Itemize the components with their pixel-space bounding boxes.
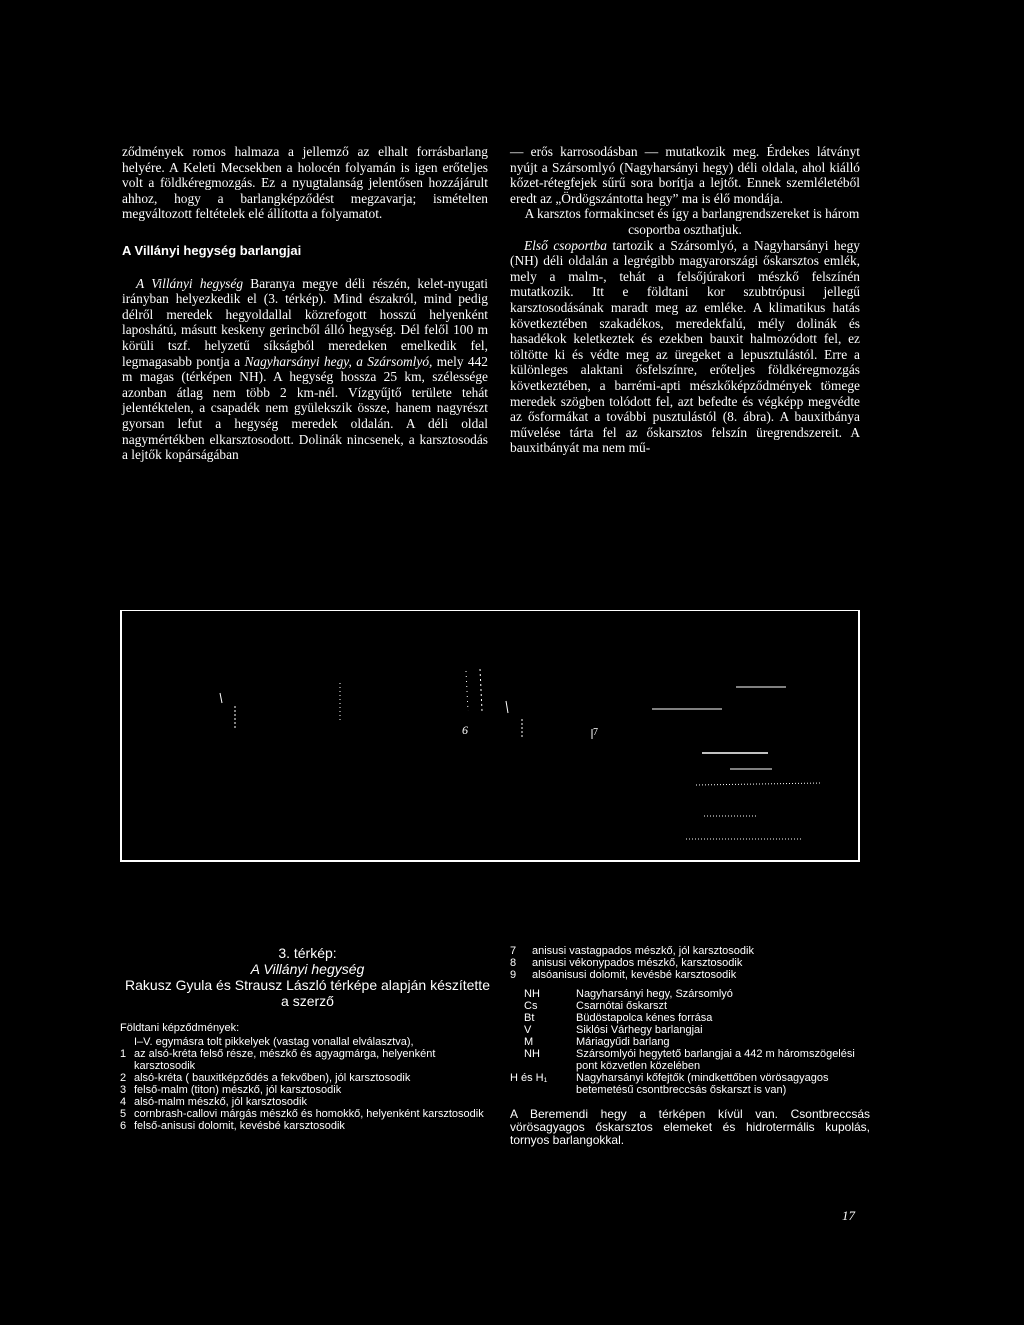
legend-key: 9	[510, 969, 517, 981]
abbreviation-item	[510, 988, 870, 1000]
legend-item	[120, 1096, 495, 1108]
text-run: tartozik a Szársomlyó, a Nagyharsányi hegy (NH) déli oldalán a legrégibb magyarországi őskarsztos emlék, mely a malm-, tehát a felsőjúrakori mészkő felszínén mutatkozik. Itt e földtani kor szubtrópusi jellegű karsztosodásának maradt meg az emléke. A klimatikus hatás következtében szakadékos, meredekfalú, mély dolinák és hasadékok keletkeztek és ezekben bauxit halmozódott fel, ez töltötte ki és védte meg az üregeket a lepusztulástól. Erre a különleges alaktani ősfelszínre, erőteljes földkéregmozgás következtében, a barrémi-apti mészkőképződmények tömege meredek szögben tolódott fel, azt befedte és végképp megvédte az ősformákat a további pusztulástól (8. ábra). A bauxitbánya művelése tárta fel az őskarsztos felszín üregrendszereit. A bauxitbányát ma nem mű-	[510, 237, 860, 456]
text-run: Baranya megye déli részén, kelet-nyugati irányban helyezkedik el (3. térkép). Mind északról, mind pedig délről meredek hegyoldallal közrefogott hosszú helyenként laposhátú, másutt keskeny gerincből álló hegység. Dél felől 100 m körüli tszf. helyzetű síkságból meredeken emelkedik fel, legmagasabb pontja a	[122, 275, 488, 369]
abbreviation-key: Bt	[524, 1012, 535, 1024]
map-drawing	[122, 611, 862, 863]
paragraph-formakincs: A karsztos formakincset és így a barlangrendszereket is három csoportba oszthatjuk.	[524, 206, 860, 237]
legend-key: 1	[120, 1048, 127, 1060]
legend-item	[120, 1108, 495, 1120]
legend-heading: Földtani képződmények:	[120, 1022, 240, 1034]
italic-term: Nagyharsányi hegy, a Szársomlyó,	[244, 353, 433, 369]
abbreviation-item	[510, 1024, 870, 1036]
map-mark	[506, 701, 508, 713]
abbreviation-value: Nagyharsányi hegy, Szársomlyó	[576, 988, 733, 1000]
legend-key: 3	[120, 1084, 127, 1096]
legend-key: 7	[510, 945, 517, 957]
legend-item	[120, 1036, 495, 1048]
page-number: 17	[842, 1208, 855, 1223]
legend-key	[120, 1036, 134, 1048]
legend-item	[120, 1072, 495, 1084]
map-label-6: 6	[462, 723, 468, 737]
legend-value: alsó-kréta ( bauxitképződés a fekvőben), jól karsztosodik	[134, 1072, 411, 1084]
legend-value: cornbrash-callovi márgás mészkő és homokkő, helyenként karsztosodik	[134, 1108, 484, 1120]
paragraph-karrosodas: — erős karrosodásban — mutatkozik meg. Érdekes látványt nyújt a Szársomlyó (Nagyharsányi hegy) déli oldala, ahol kiálló kőzet-rétegfejek sűrű sora borítja a lejtőt. Ennek szemléletéből eredt az „Ördögszántotta hegy” ma is élő mondája.	[510, 144, 860, 206]
abbreviation-key: M	[524, 1036, 534, 1048]
abbreviation-item	[510, 1036, 870, 1048]
map-caption	[120, 945, 495, 1132]
abbreviation-key: Cs	[524, 1000, 538, 1012]
left-text-column	[122, 144, 488, 463]
abbreviation-value: Csarnótai őskarszt	[576, 1000, 668, 1012]
legend-value: alsóanisusi dolomit, kevésbé karsztosodik	[532, 969, 737, 981]
legend-key: 2	[120, 1072, 127, 1084]
map-mark	[480, 669, 482, 711]
legend-value: felső-malm (titon) mészkő, jól karsztosodik	[134, 1084, 342, 1096]
paragraph-intro: ződmények romos halmaza a jellemző az elhalt forrásbarlang helyére. A Keleti Mecsekben a holocén folyamán is igen erőteljes volt a földkéregmozgás. Ez a nyugtalanság jelentősen hozzájárult ahhoz, hogy a barlangképződést megzavarja; ismételten megváltozott feltételek elé állította a folyamatot.	[122, 144, 488, 222]
paragraph-villanyi	[122, 276, 488, 463]
legend-note: A Beremendi hegy a térképen kívül van. Csontbreccsás vörösagyagos őskarsztos elemeket és hidrotermális kupolás, tornyos barlangokkal.	[510, 1107, 870, 1147]
paragraph-elso-csoport	[510, 238, 860, 456]
abbreviation-key: V	[524, 1024, 532, 1036]
legend-item	[510, 969, 870, 981]
text-run: mely 442 m magas (térképen NH). A hegység hossza 25 km, szélessége azonban átlag nem több 2 km-nél. Vízgyűjtő területe tehát jelentéktelen, a csapadék nem gyülekszik össze, hanem nagyrészt gyorsan lefut a hegység meredek oldalán. A déli oldal nagymértékben elkarsztosodott. Dolinák nincsenek, a karsztosodás a lejtők kopárságában	[122, 353, 489, 463]
legend-value: az alsó-kréta felső része, mészkő és agyagmárga, helyenként karsztosodik	[134, 1048, 436, 1072]
abbreviation-value: Büdöstapolca kénes forrása	[576, 1012, 713, 1024]
italic-term: Első csoportba	[524, 237, 607, 253]
caption-title: 3. térkép:	[278, 945, 337, 961]
legend-item	[510, 945, 870, 957]
section-heading: A Villányi hegység barlangjai	[122, 242, 302, 258]
map-figure	[120, 610, 860, 862]
abbreviation-key: NH	[524, 988, 540, 1000]
legend-value: I–V. egymásra tolt pikkelyek (vastag vonallal elválasztva),	[134, 1036, 414, 1048]
abbreviation-item	[510, 1000, 870, 1012]
legend-item	[120, 1120, 495, 1132]
abbreviation-value: Máriagyűdi barlang	[576, 1036, 670, 1048]
legend-key: 6	[120, 1120, 127, 1132]
map-mark	[220, 693, 222, 703]
abbreviation-item	[510, 1012, 870, 1024]
abbreviation-value: Siklósi Várhegy barlangjai	[576, 1024, 703, 1036]
abbreviation-value: Szársomlyói hegytető barlangjai a 442 m háromszögelési pont közvetlen közelében	[576, 1048, 855, 1072]
abbreviation-key: NH	[524, 1048, 540, 1060]
map-dotted-line	[696, 783, 822, 785]
legend-key: 8	[510, 957, 517, 969]
legend-item	[120, 1084, 495, 1096]
map-label-7: 7	[593, 727, 598, 738]
legend-key: 5	[120, 1108, 127, 1120]
abbreviation-item	[510, 1048, 870, 1072]
legend-value: alsó-malm mészkő, jól karsztosodik	[134, 1096, 307, 1108]
abbreviation-value: Nagyharsányi kőfejtők (mindkettőben vörösagyagos betemetésű csontbreccsás őskarszt is van)	[576, 1072, 829, 1096]
legend-value: anisusi vékonypados mészkő, karsztosodik	[532, 957, 743, 969]
italic-term: A Villányi hegység	[136, 275, 244, 291]
map-marks	[220, 669, 822, 839]
legend-value: felső-anisusi dolomit, kevésbé karsztosodik	[134, 1120, 345, 1132]
legend-item	[120, 1048, 495, 1072]
caption-author: Rakusz Gyula és Strausz László térképe alapján készítette a szerző	[125, 977, 490, 1009]
abbreviation-item	[510, 1072, 870, 1096]
caption-subtitle: A Villányi hegység	[250, 961, 365, 977]
legend-item	[510, 957, 870, 969]
right-text-column	[510, 144, 860, 456]
map-mark	[466, 671, 468, 711]
legend-value: anisusi vastagpados mészkő, jól karsztosodik	[532, 945, 754, 957]
legend-left	[120, 1036, 495, 1132]
legend-right	[510, 945, 870, 1147]
abbreviation-key: H és H₁	[510, 1072, 548, 1084]
legend-key: 4	[120, 1096, 127, 1108]
